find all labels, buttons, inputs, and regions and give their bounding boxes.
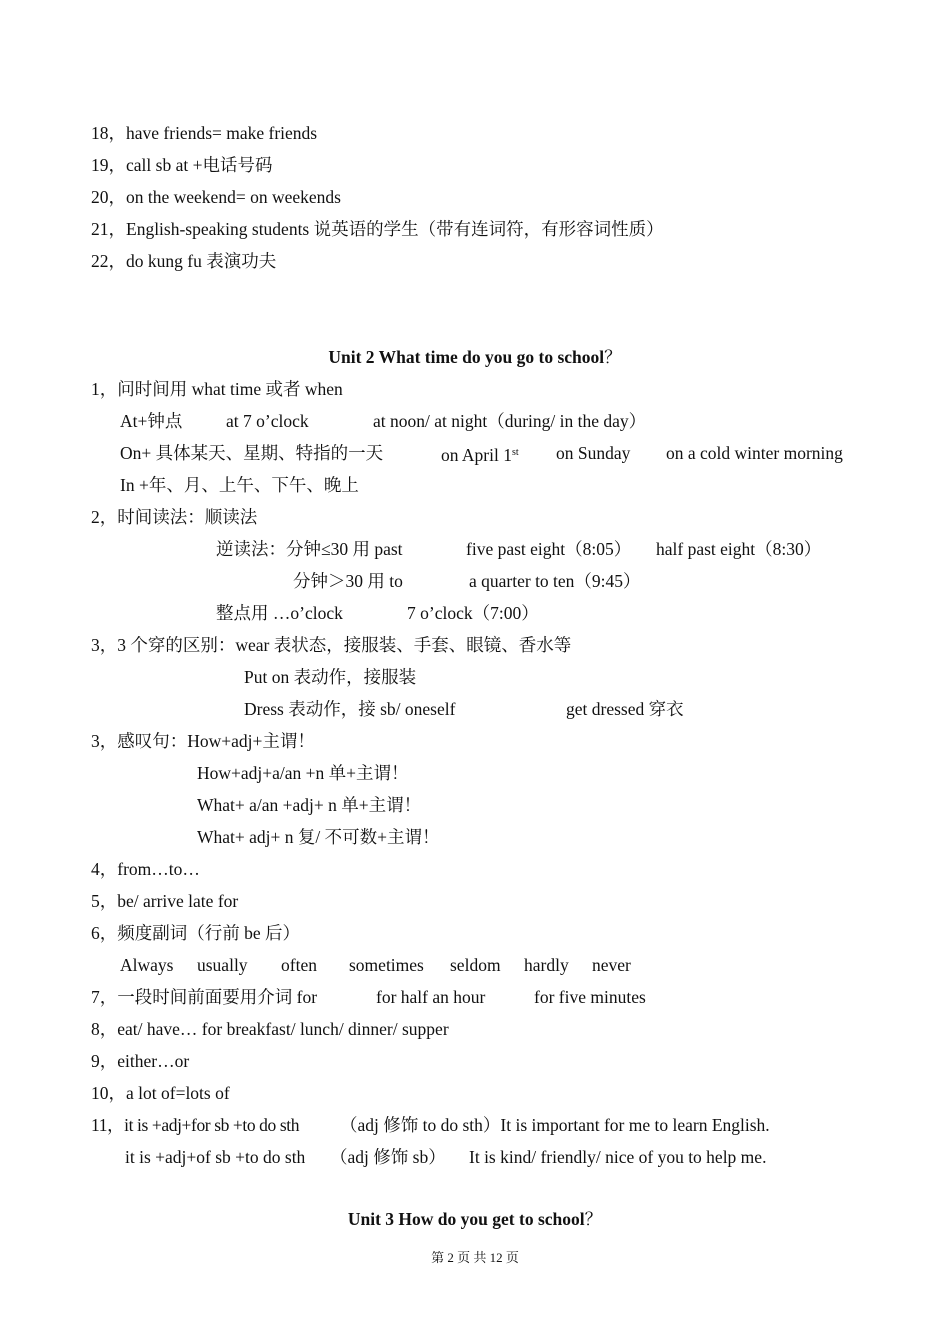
list-item: 22，do kung fu 表演功夫 — [91, 251, 277, 271]
list-item: 1，问时间用 what time 或者 when — [91, 379, 343, 399]
adverb-word: usually — [197, 955, 248, 975]
list-item: 6，频度副词（行前 be 后） — [91, 923, 301, 943]
note-line: a quarter to ten（9:45） — [469, 571, 641, 591]
note-line: It is kind/ friendly/ nice of you to help me. — [469, 1147, 767, 1167]
note-line: In +年、月、上午、下午、晚上 — [120, 475, 359, 495]
list-item: 21，English-speaking students 说英语的学生（带有连词符，有形容词性质） — [91, 219, 664, 239]
adverb-word: never — [592, 955, 631, 975]
note-line: it is +adj+of sb +to do sth — [125, 1147, 306, 1167]
heading-mark: ？ — [604, 347, 622, 367]
note-line: for half an hour — [376, 987, 486, 1007]
note-line: （adj 修饰 to do sth）It is important for me to learn English. — [340, 1115, 770, 1135]
list-item: 3，感叹句：How+adj+主谓！ — [91, 731, 315, 751]
page-footer: 第 2 页 共 12 页 — [431, 1250, 519, 1265]
note-line: How+adj+a/an +n 单+主谓！ — [197, 763, 409, 783]
note-line: 7 o’clock（7:00） — [407, 603, 539, 623]
heading-text: Unit 2 What time do you go to school — [328, 347, 605, 367]
adverb-word: sometimes — [349, 955, 424, 975]
adverb-word: Always — [120, 955, 174, 975]
note-line: （adj 修饰 sb） — [330, 1147, 446, 1167]
note-line: get dressed 穿衣 — [566, 699, 684, 719]
note-line: half past eight（8:30） — [656, 539, 822, 559]
note-line: Dress 表动作，接 sb/ oneself — [244, 699, 456, 719]
adverb-word: hardly — [524, 955, 569, 975]
adverb-word: often — [281, 955, 317, 975]
note-line: for five minutes — [534, 987, 646, 1007]
list-item: 7，一段时间前面要用介词 for — [91, 987, 318, 1007]
list-item: 8，eat/ have… for breakfast/ lunch/ dinner/ supper — [91, 1019, 449, 1039]
heading-mark: ？ — [584, 1209, 603, 1229]
list-item: 9，either…or — [91, 1051, 190, 1071]
section-heading-unit3 — [0, 1208, 950, 1230]
heading-text: Unit 3 How do you get to school — [347, 1209, 585, 1229]
note-line: What+ adj+ n 复/ 不可数+主谓！ — [197, 827, 440, 847]
list-item: 18，have friends= make friends — [91, 123, 318, 143]
list-item: 11，it is +adj+for sb +to do sth — [91, 1115, 300, 1135]
note-line: at noon/ at night（during/ in the day） — [373, 411, 647, 431]
note-line: 分钟＞30 用 to — [293, 571, 403, 591]
date-text: on April 1 — [441, 445, 512, 465]
note-line: at 7 o’clock — [226, 411, 309, 431]
section-heading-unit2 — [0, 346, 950, 368]
list-item: 19，call sb at +电话号码 — [91, 155, 273, 175]
list-item: 2，时间读法：顺读法 — [91, 507, 258, 527]
note-line: Put on 表动作，接服装 — [244, 667, 417, 687]
note-line: At+钟点 — [120, 411, 183, 431]
note-line: five past eight（8:05） — [466, 539, 632, 559]
note-line — [441, 442, 519, 466]
note-line: 逆读法：分钟≤30 用 past — [216, 539, 403, 559]
note-line: 整点用 …o’clock — [216, 603, 343, 623]
ordinal-suffix: st — [511, 447, 519, 458]
list-item: 5，be/ arrive late for — [91, 891, 239, 911]
note-line: What+ a/an +adj+ n 单+主谓！ — [197, 795, 422, 815]
note-line: on a cold winter morning — [666, 443, 843, 463]
list-item: 20，on the weekend= on weekends — [91, 187, 341, 207]
list-item: 3，3 个穿的区别：wear 表状态，接服装、手套、眼镜、香水等 — [91, 635, 572, 655]
note-line: On+ 具体某天、星期、特指的一天 — [120, 443, 384, 463]
note-line: on Sunday — [556, 443, 631, 463]
adverb-word: seldom — [450, 955, 501, 975]
list-item: 4，from…to… — [91, 859, 200, 879]
list-item: 10，a lot of=lots of — [91, 1083, 230, 1103]
